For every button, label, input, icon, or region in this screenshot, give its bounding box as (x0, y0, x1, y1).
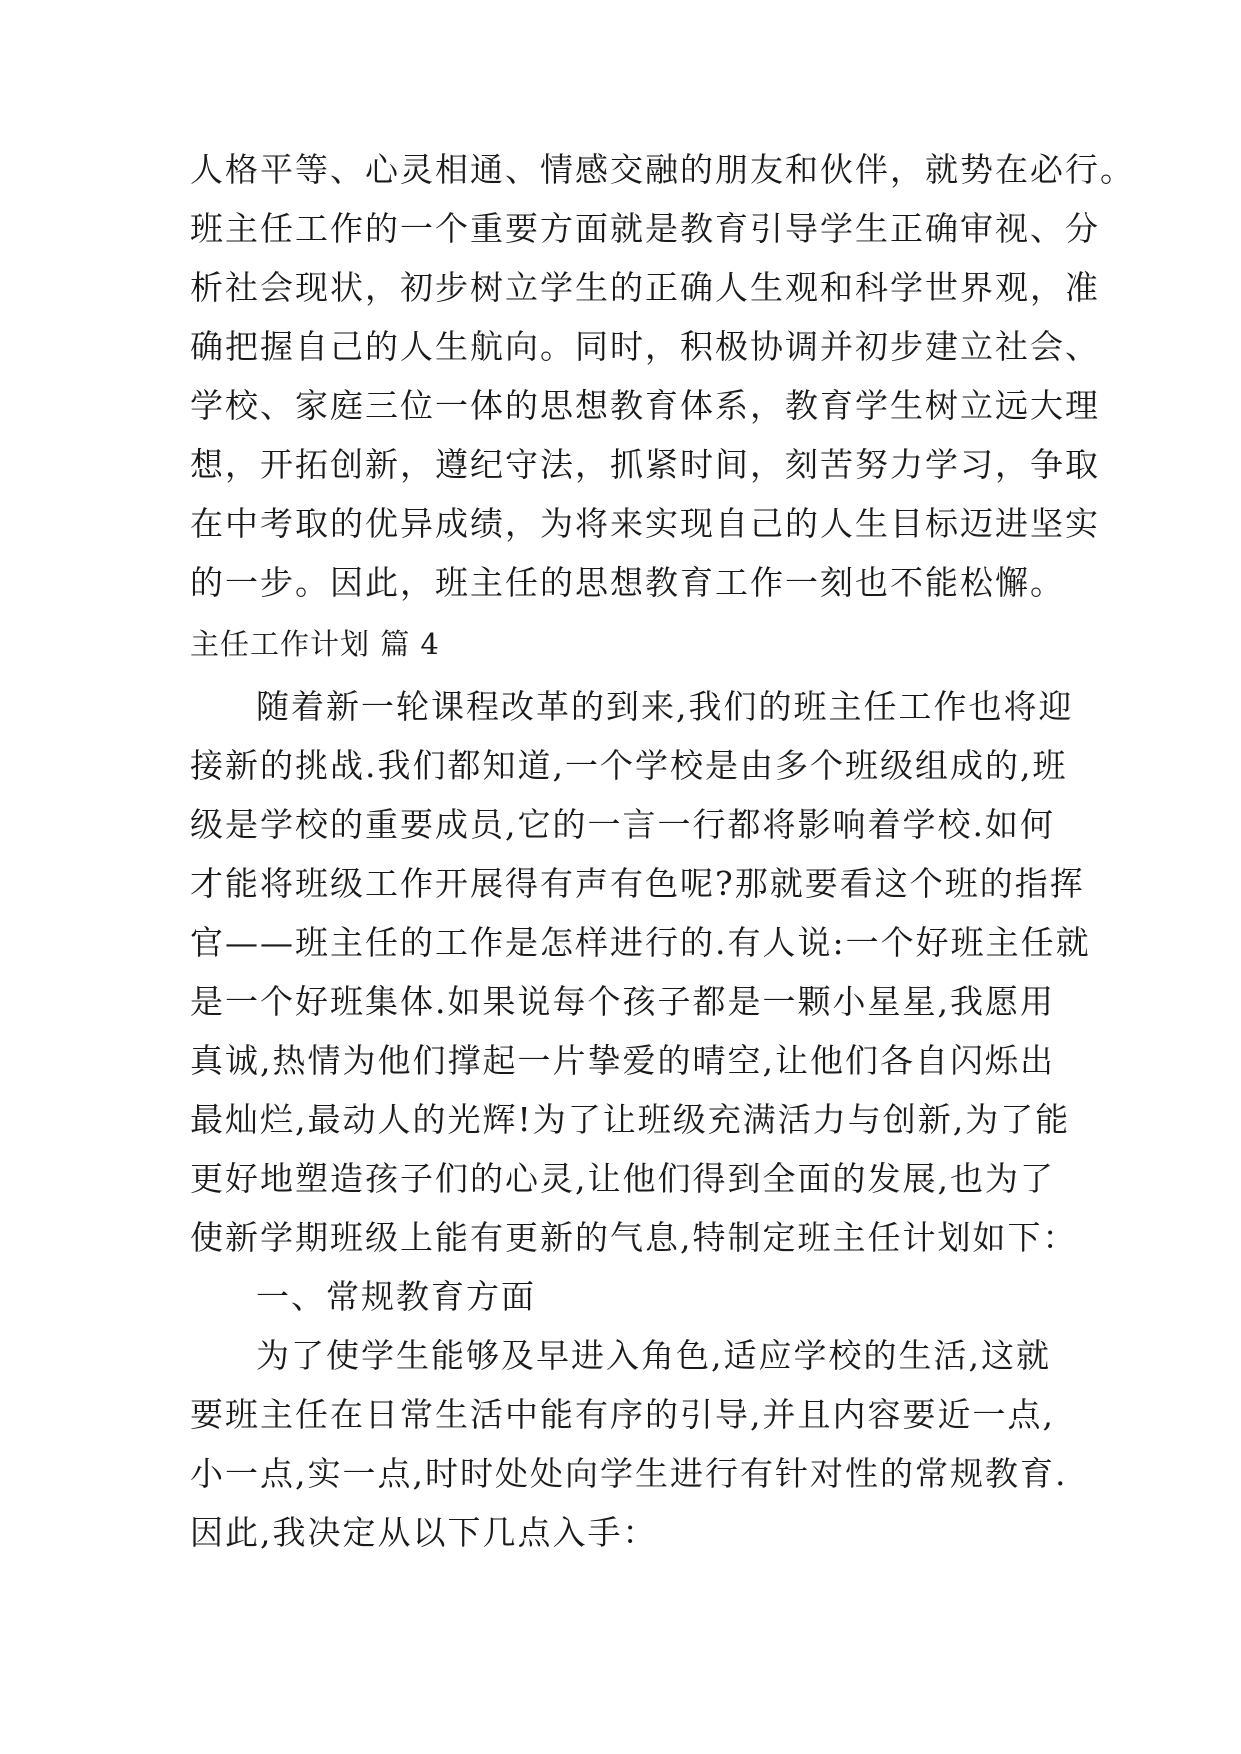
paragraph-line: 析社会现状，初步树立学生的正确人生观和科学世界观，准 (190, 268, 1100, 307)
paragraph-line: 要班主任在日常生活中能有序的引导,并且内容要近一点, (190, 1395, 1055, 1434)
paragraph-line: 真诚,热情为他们撑起一片挚爱的晴空,让他们各自闪烁出 (190, 1041, 1055, 1080)
paragraph-line: 级是学校的重要成员,它的一言一行都将影响着学校.如何 (190, 805, 1055, 844)
paragraph-line: 小一点,实一点,时时处处向学生进行有针对性的常规教育. (190, 1454, 1068, 1493)
section-heading: 主任工作计划 篇 4 (190, 627, 440, 661)
subsection-heading: 一、常规教育方面 (256, 1277, 536, 1316)
paragraph-line: 使新学期班级上能有更新的气息,特制定班主任计划如下： (190, 1218, 1078, 1257)
paragraph-line: 确把握自己的人生航向。同时，积极协调并初步建立社会、 (190, 327, 1100, 366)
paragraph-line: 最灿烂,最动人的光辉!为了让班级充满活力与创新,为了能 (190, 1100, 1071, 1139)
paragraph-line: 接新的挑战.我们都知道,一个学校是由多个班级组成的,班 (190, 746, 1068, 785)
paragraph-line: 学校、家庭三位一体的思想教育体系，教育学生树立远大理 (190, 386, 1100, 425)
paragraph-line: 更好地塑造孩子们的心灵,让他们得到全面的发展,也为了 (190, 1159, 1055, 1198)
paragraph-line: 是一个好班集体.如果说每个孩子都是一颗小星星,我愿用 (190, 982, 1055, 1021)
paragraph-line: 因此,我决定从以下几点入手： (190, 1513, 658, 1552)
paragraph-line: 在中考取的优异成绩，为将来实现自己的人生目标迈进坚实 (190, 504, 1100, 543)
paragraph-line: 为了使学生能够及早进入角色,适应学校的生活,这就 (256, 1336, 1051, 1375)
paragraph-line: 随着新一轮课程改革的到来,我们的班主任工作也将迎 (256, 687, 1074, 726)
paragraph-line: 想，开拓创新，遵纪守法，抓紧时间，刻苦努力学习，争取 (190, 445, 1100, 484)
paragraph-line: 人格平等、心灵相通、情感交融的朋友和伙伴，就势在必行。 (190, 150, 1135, 189)
paragraph-line: 官——班主任的工作是怎样进行的.有人说:一个好班主任就 (190, 923, 1091, 962)
paragraph-line: 班主任工作的一个重要方面就是教育引导学生正确审视、分 (190, 209, 1100, 248)
paragraph-line: 的一步。因此，班主任的思想教育工作一刻也不能松懈。 (190, 563, 1065, 602)
paragraph-line: 才能将班级工作开展得有声有色呢?那就要看这个班的指挥 (190, 864, 1085, 903)
